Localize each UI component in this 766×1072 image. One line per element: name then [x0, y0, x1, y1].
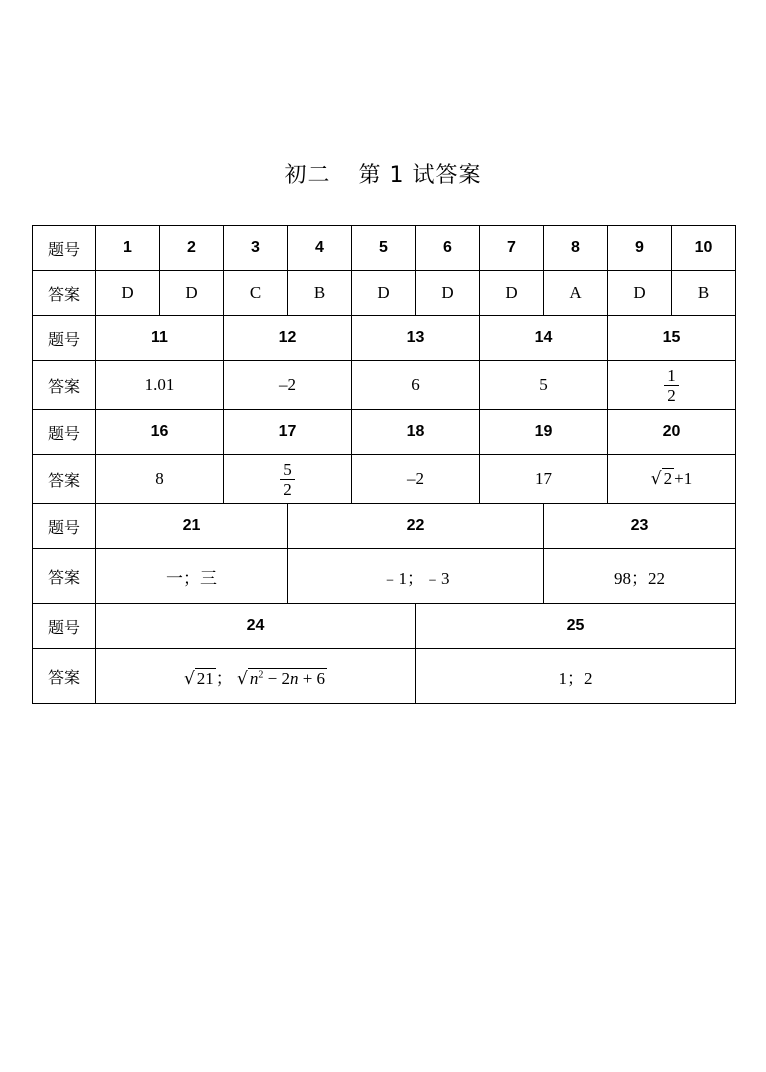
expression-part: − 2	[263, 668, 290, 688]
question-number: 14	[480, 316, 608, 361]
answer-cell: B	[288, 271, 352, 316]
square-root: √ 2	[650, 469, 673, 489]
answer-table	[32, 225, 736, 704]
question-number: 23	[544, 504, 736, 549]
question-number: 21	[96, 504, 288, 549]
expression-rest: +1	[674, 469, 693, 488]
table-row-question-24-25	[33, 604, 736, 649]
table-row-answer-16-20	[33, 455, 736, 504]
question-number: 10	[672, 226, 736, 271]
question-number: 17	[224, 410, 352, 455]
question-number: 16	[96, 410, 224, 455]
answer-cell: 17	[480, 455, 608, 504]
fraction-numerator: 5	[283, 459, 292, 479]
answer-cell: B	[672, 271, 736, 316]
question-number: 11	[96, 316, 224, 361]
question-number: 13	[352, 316, 480, 361]
question-number: 24	[96, 604, 416, 649]
question-number: 7	[480, 226, 544, 271]
variable-n: n	[289, 668, 299, 688]
table-row-question-21-23	[33, 504, 736, 549]
radicand: 21	[196, 668, 214, 688]
answer-cell: 98；22	[544, 549, 736, 604]
fraction-numerator: 1	[667, 365, 676, 385]
square-root: √ 21	[183, 668, 214, 689]
fraction	[280, 460, 295, 499]
table-row-answer-11-15	[33, 361, 736, 410]
fraction-denominator: 2	[280, 479, 295, 499]
page-title	[0, 158, 766, 189]
answer-label: 答案	[33, 361, 96, 410]
question-number: 3	[224, 226, 288, 271]
question-number: 15	[608, 316, 736, 361]
radicand: 2	[663, 469, 673, 488]
question-number: 9	[608, 226, 672, 271]
answer-cell: D	[352, 271, 416, 316]
answer-cell: D	[96, 271, 160, 316]
answer-cell: 一；三	[96, 549, 288, 604]
answer-cell	[224, 455, 352, 504]
question-number: 20	[608, 410, 736, 455]
exponent: 2	[258, 668, 264, 680]
question-number: 2	[160, 226, 224, 271]
answer-cell: 5	[480, 361, 608, 410]
title-test: 第 1 试答案	[358, 163, 482, 188]
answer-cell: 1；2	[416, 649, 736, 704]
table-row-answer-1-10	[33, 271, 736, 316]
table-row-question-11-15	[33, 316, 736, 361]
answer-cell: D	[416, 271, 480, 316]
question-number: 22	[288, 504, 544, 549]
answer-cell: 8	[96, 455, 224, 504]
answer-cell	[96, 649, 416, 704]
fraction	[664, 366, 679, 405]
answer-label: 答案	[33, 271, 96, 316]
question-number: 12	[224, 316, 352, 361]
question-label: 题号	[33, 410, 96, 455]
question-label: 题号	[33, 604, 96, 649]
question-number: 18	[352, 410, 480, 455]
table-row-answer-24-25	[33, 649, 736, 704]
question-number: 4	[288, 226, 352, 271]
answer-cell: –2	[224, 361, 352, 410]
answer-cell: A	[544, 271, 608, 316]
question-number: 8	[544, 226, 608, 271]
answer-cell	[608, 361, 736, 410]
answer-cell: C	[224, 271, 288, 316]
table-row-question-16-20	[33, 410, 736, 455]
answer-label: 答案	[33, 455, 96, 504]
table-row-answer-21-23	[33, 549, 736, 604]
question-label: 题号	[33, 316, 96, 361]
question-number: 5	[352, 226, 416, 271]
answer-cell: D	[480, 271, 544, 316]
radicand-expression	[248, 668, 327, 688]
question-number: 6	[416, 226, 480, 271]
answer-cell: –2	[352, 455, 480, 504]
question-label: 题号	[33, 226, 96, 271]
fraction-denominator: 2	[664, 385, 679, 405]
answer-cell: D	[160, 271, 224, 316]
answer-cell: 6	[352, 361, 480, 410]
title-grade: 初二	[284, 163, 331, 188]
answer-cell: D	[608, 271, 672, 316]
square-root: √ $n^2 - 2n + 6$	[237, 668, 326, 689]
question-number: 1	[96, 226, 160, 271]
answer-label: 答案	[33, 649, 96, 704]
answer-label: 答案	[33, 549, 96, 604]
expression-part: + 6	[298, 668, 326, 688]
question-label: 题号	[33, 504, 96, 549]
answer-cell	[608, 455, 736, 504]
answer-cell: ﹣1；﹣3	[288, 549, 544, 604]
table-row-question-1-10	[33, 226, 736, 271]
variable-n: n	[249, 668, 259, 688]
answer-cell: 1.01	[96, 361, 224, 410]
question-number: 25	[416, 604, 736, 649]
question-number: 19	[480, 410, 608, 455]
separator: ；	[215, 668, 233, 688]
